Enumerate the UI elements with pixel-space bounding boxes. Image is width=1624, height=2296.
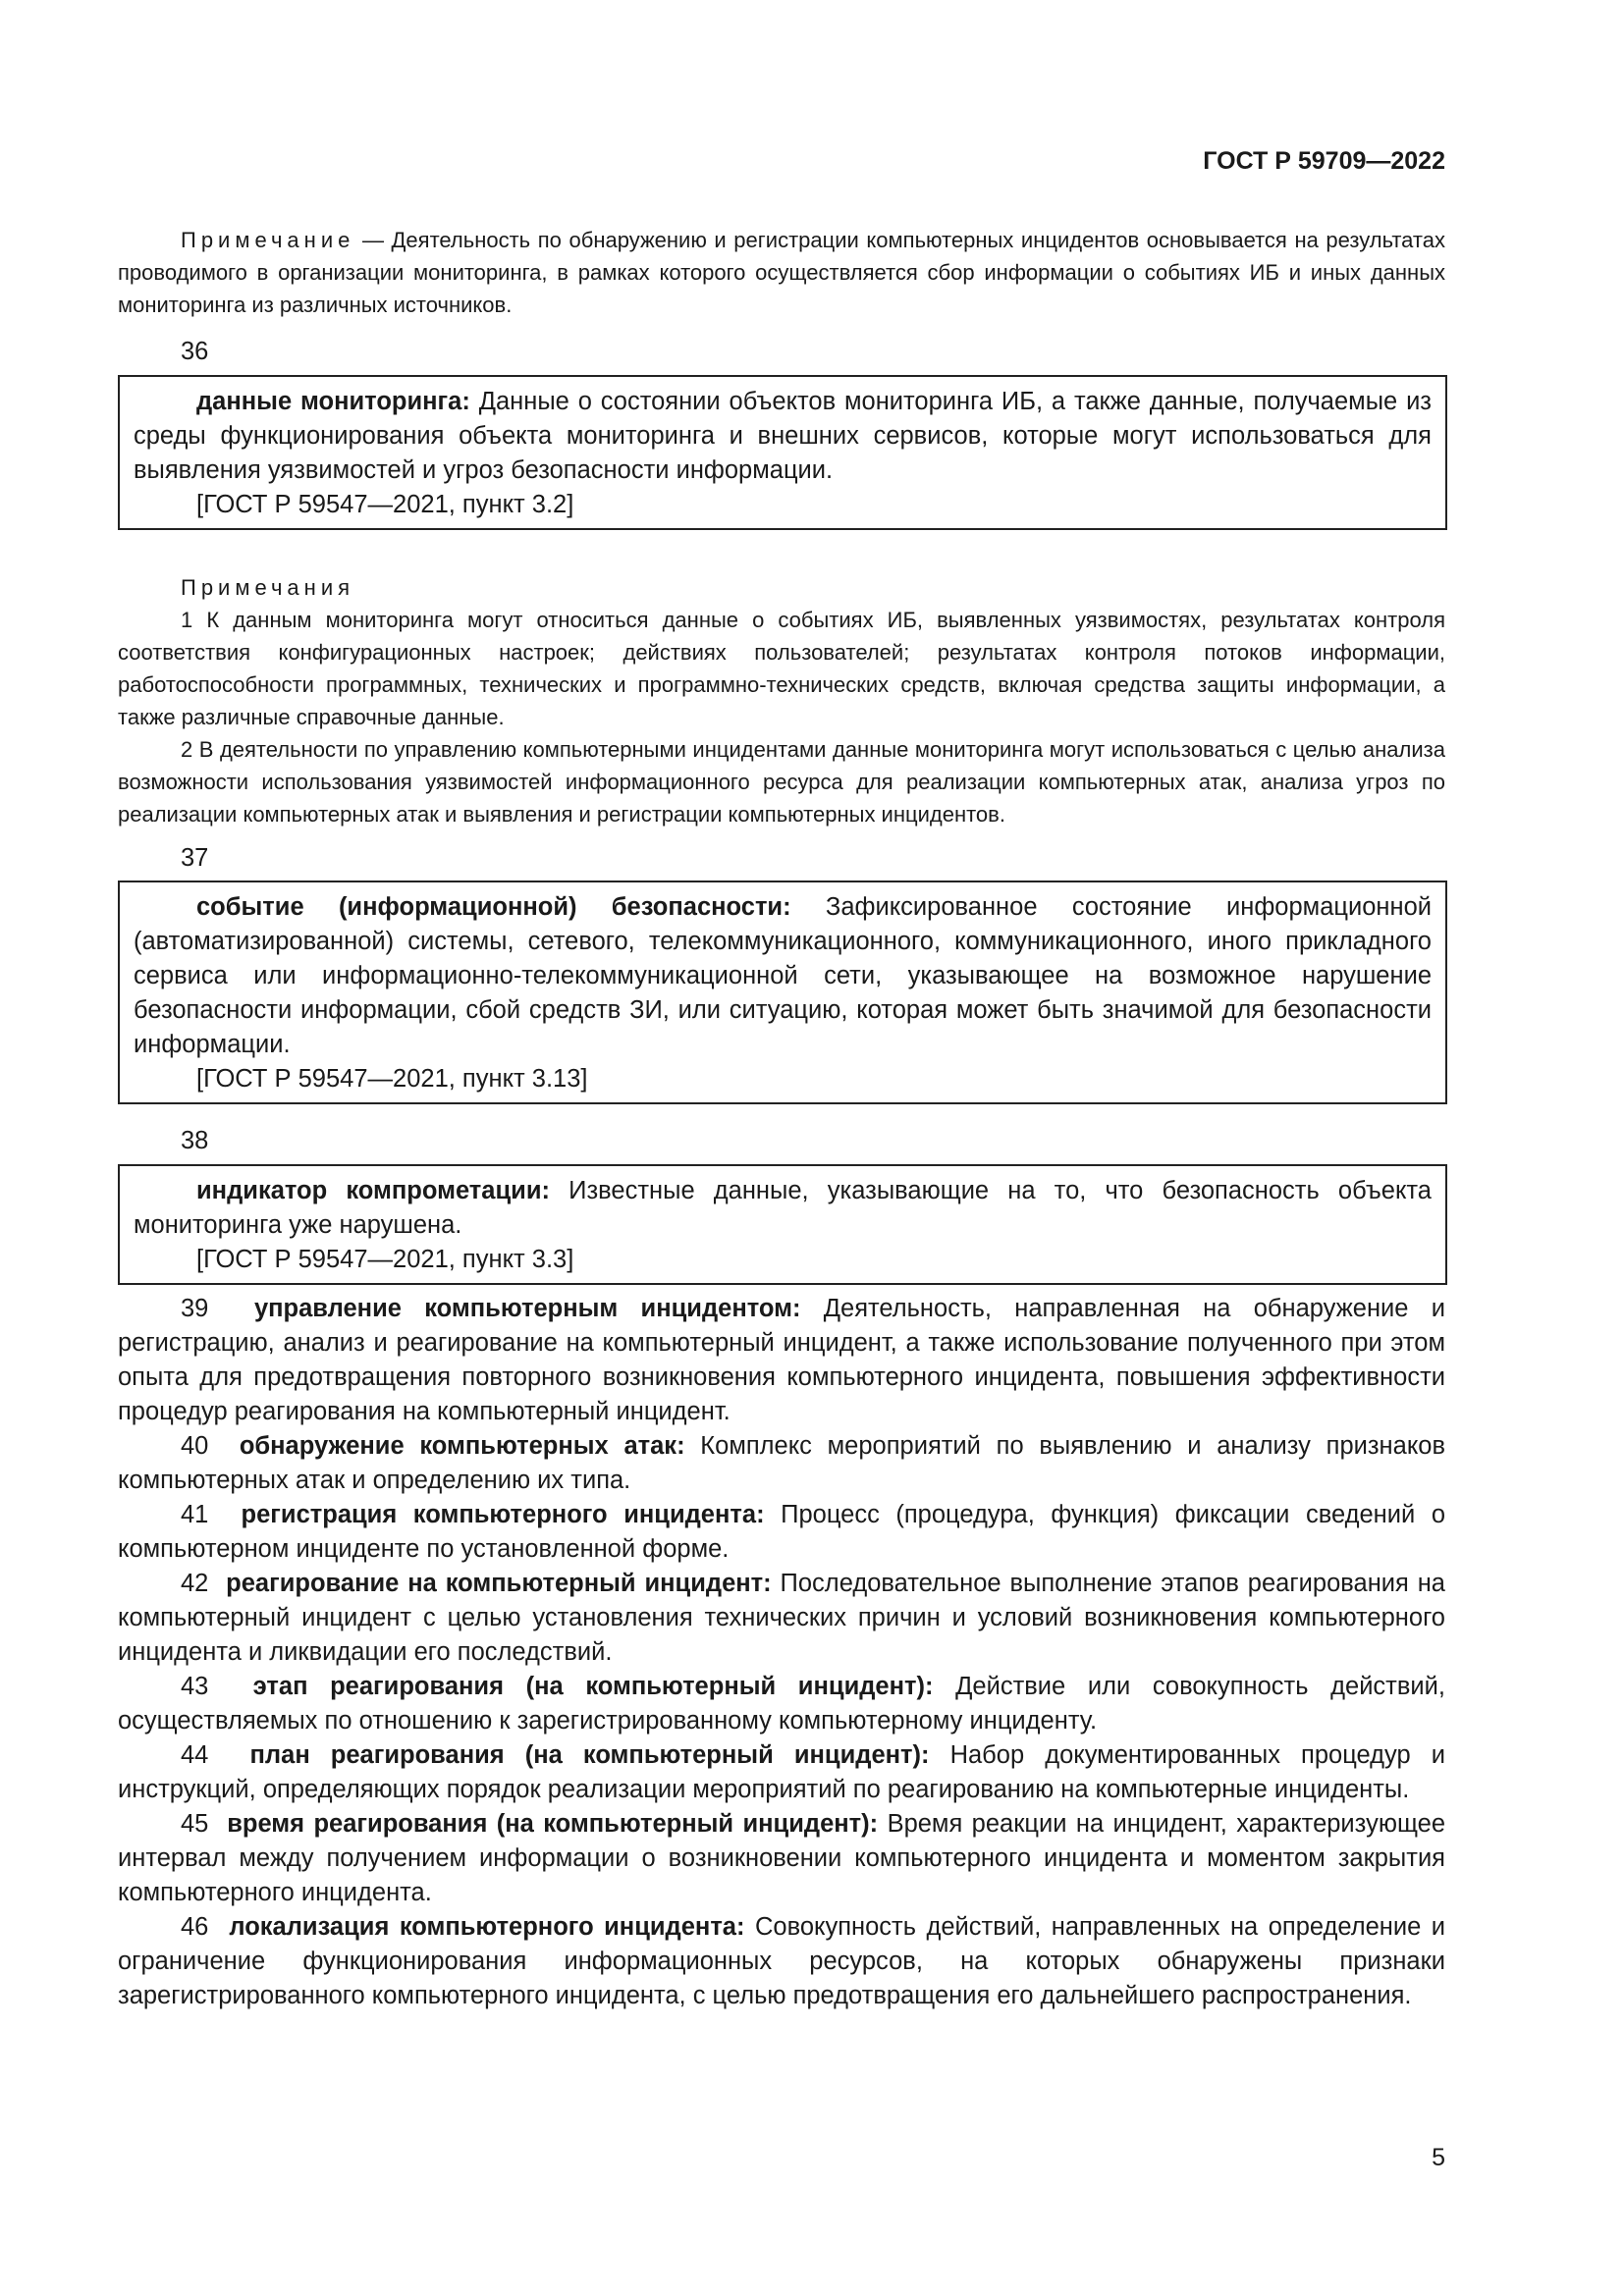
note-item: 2 В деятельности по управлению компьютерными инцидентами данные мониторинга могут использоваться с целью анализа возможности использования уязвимостей информационного ресурса для реализации компьютерных атак, анализа угроз по реализации компьютерных атак и выявления и регистрации компьютерных инцидентов. <box>118 737 1445 827</box>
term-paragraph-46 <box>118 1910 1445 2013</box>
term-number: 44 <box>181 1741 209 1769</box>
note-block <box>118 224 1445 321</box>
term-name: данные мониторинга: <box>196 388 470 415</box>
document-number: ГОСТ Р 59709—2022 <box>1203 147 1445 175</box>
term-definition: Действие или совокупность действий, осуществляемых по отношению к зарегистрированному компьютерному инциденту. <box>118 1673 1445 1735</box>
term-paragraph-39 <box>118 1292 1445 1429</box>
term-name: индикатор компрометации: <box>196 1177 550 1204</box>
term-number: 46 <box>181 1913 209 1941</box>
term-source: [ГОСТ Р 59547—2021, пункт 3.3] <box>196 1246 574 1273</box>
term-number: 45 <box>181 1810 209 1838</box>
term-definition: Зафиксированное состояние информационной (автоматизированной) системы, сетевого, телекоммуникационного, коммуникационного, иного прикладного сервиса или информационно-телекоммуникационной сети, указывающее на возможное нарушение безопасности информации, сбой средств ЗИ, или ситуацию, которая может быть значимой для безопасности информации. <box>134 893 1432 1058</box>
term-definition: Данные о состоянии объектов мониторинга ИБ, а также данные, получаемые из среды функционирования объекта мониторинга и внешних сервисов, которые могут использоваться для выявления уязвимостей и угроз безопасности информации. <box>134 388 1433 484</box>
term-number-38: 38 <box>181 1127 209 1154</box>
term-name: управление компьютерным инцидентом: <box>253 1295 801 1322</box>
term-paragraph <box>134 1174 1432 1243</box>
term-number: 43 <box>181 1673 209 1700</box>
term-number: 41 <box>181 1501 209 1528</box>
term-paragraph <box>134 890 1432 1062</box>
term-definition: Последовательное выполнение этапов реагирования на компьютерный инцидент с целью установления технических причин и условий возникновения компьютерного инцидента и ликвидации его последствий. <box>118 1570 1445 1666</box>
term-number: 39 <box>181 1295 209 1322</box>
term-definition: Комплекс мероприятий по выявлению и анализу признаков компьютерных атак и определению их типа. <box>118 1432 1445 1494</box>
term-definition: Время реакции на инцидент, характеризующее интервал между получением информации о возникновении компьютерного инцидента и моментом закрытия компьютерного инцидента. <box>118 1810 1446 1906</box>
term-number: 42 <box>181 1570 209 1597</box>
page-number: 5 <box>1432 2144 1445 2171</box>
notes-label: Примечания <box>181 575 355 600</box>
term-definition: Набор документированных процедур и инструкций, определяющих порядок реализации мероприятий по реагированию на компьютерные инциденты. <box>118 1741 1445 1803</box>
term-paragraph <box>134 385 1432 488</box>
term-box-37 <box>118 881 1447 1104</box>
term-paragraph-45 <box>118 1807 1445 1910</box>
term-paragraph-43 <box>118 1670 1445 1738</box>
term-name: этап реагирования (на компьютерный инцидент): <box>252 1673 934 1700</box>
term-definition: Процесс (процедура, функция) фиксации сведений о компьютерном инциденте по установленной форме. <box>118 1501 1445 1563</box>
term-number: 40 <box>181 1432 209 1460</box>
term-name: регистрация компьютерного инцидента: <box>241 1501 765 1528</box>
term-name: локализация компьютерного инцидента: <box>229 1913 745 1941</box>
note-paragraph <box>118 224 1445 321</box>
term-name: реагирование на компьютерный инцидент: <box>226 1570 772 1597</box>
term-number-37: 37 <box>181 844 209 872</box>
note-text: — Деятельность по обнаружению и регистрации компьютерных инцидентов основывается на результатах проводимого в организации мониторинга, в рамках которого осуществляется сбор информации о событиях ИБ и иных данных мониторинга из различных источников. <box>118 228 1445 317</box>
term-definition: Деятельность, направленная на обнаружение и регистрацию, анализ и реагирование на компьютерный инцидент, а также использование полученного при этом опыта для предотвращения повторного возникновения компьютерного инцидента, повышения эффективности процедур реагирования на компьютерный инцидент. <box>118 1295 1445 1425</box>
term-name: событие (информационной) безопасности: <box>196 893 791 921</box>
term-definition: Известные данные, указывающие на то, что безопасность объекта мониторинга уже нарушена. <box>134 1177 1432 1239</box>
note-label: Примечание <box>181 228 355 252</box>
term-name: план реагирования (на компьютерный инцидент): <box>249 1741 930 1769</box>
term-number-36: 36 <box>181 338 209 365</box>
term-paragraph-41 <box>118 1498 1445 1567</box>
terms-list <box>118 1292 1445 2013</box>
term-box-38 <box>118 1164 1447 1285</box>
term-definition: Совокупность действий, направленных на определение и ограничение функционирования информационных ресурсов, на которых обнаружены признаки зарегистрированного компьютерного инцидента, с целью предотвращения его дальнейшего распространения. <box>118 1913 1446 2009</box>
term-box-36 <box>118 375 1447 530</box>
term-source: [ГОСТ Р 59547—2021, пункт 3.2] <box>196 491 574 518</box>
term-paragraph-42 <box>118 1567 1445 1670</box>
note-item: 1 К данным мониторинга могут относиться данные о событиях ИБ, выявленных уязвимостях, результатах контроля соответствия конфигурационных настроек; действиях пользователей; результатах контроля потоков информации, работоспособности программных, технических и программно-технических средств, включая средства защиты информации, а также различные справочные данные. <box>118 608 1445 729</box>
term-paragraph-44 <box>118 1738 1445 1807</box>
term-source: [ГОСТ Р 59547—2021, пункт 3.13] <box>196 1065 588 1093</box>
term-paragraph-40 <box>118 1429 1445 1498</box>
term-name: обнаружение компьютерных атак: <box>239 1432 685 1460</box>
term-name: время реагирования (на компьютерный инцидент): <box>227 1810 879 1838</box>
notes-block-36 <box>118 571 1445 830</box>
